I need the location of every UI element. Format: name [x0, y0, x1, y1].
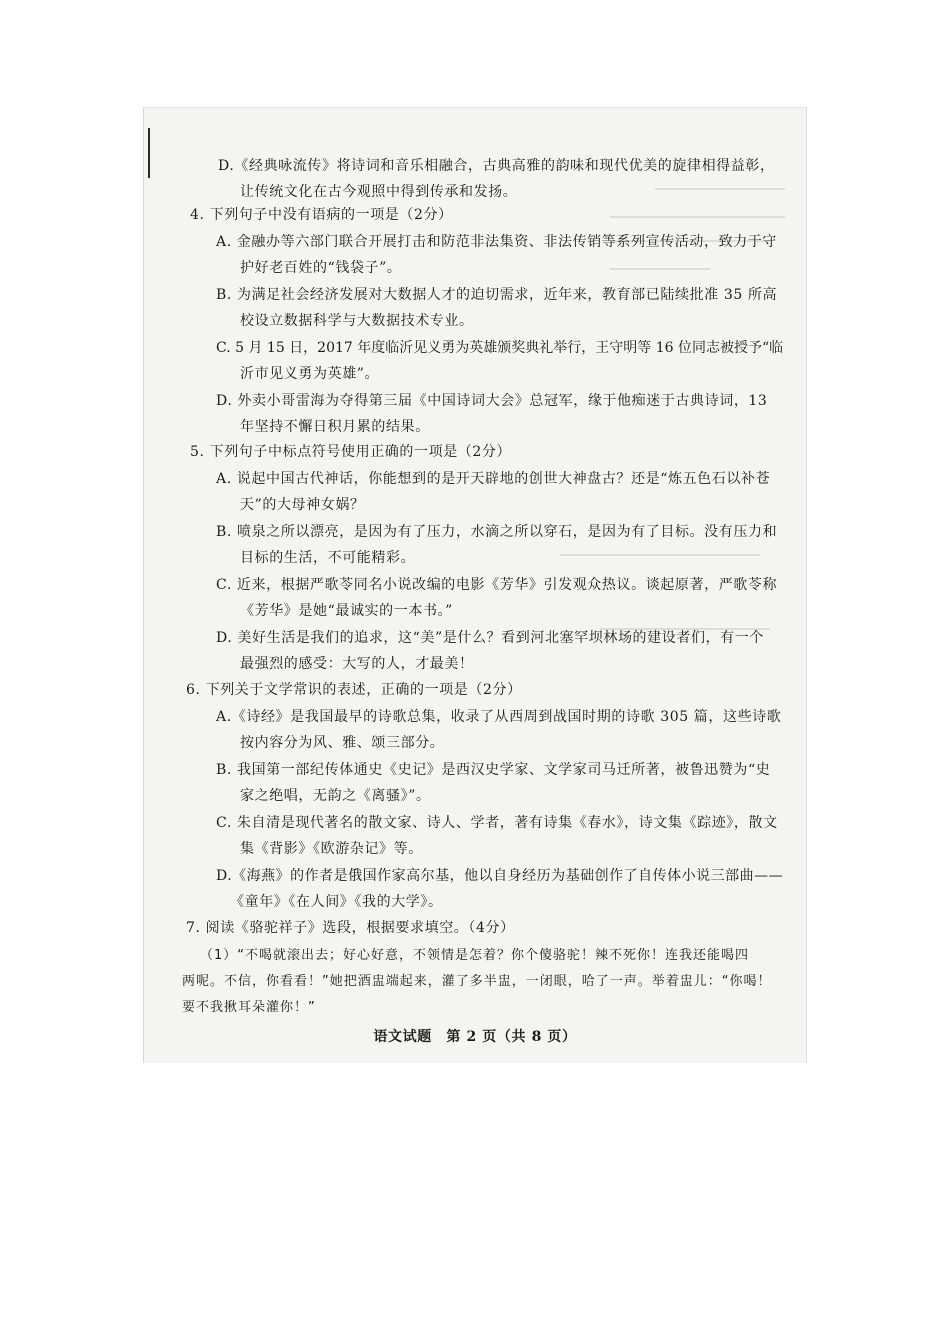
- page-footer: 语文试题 第 2 页（共 8 页）: [373, 1029, 577, 1045]
- q7-passage-line1: （1）“不喝就滚出去；好心好意，不领情是怎着？你个傻骆驼！辣不死你！连我还能喝四: [200, 948, 750, 963]
- q5-option-d-line2: 最强烈的感受：大写的人，才最美！: [240, 656, 474, 672]
- bleed-through-mark: [560, 554, 760, 556]
- q4-option-a-line2: 护好老百姓的“钱袋子”。: [240, 260, 402, 276]
- q4-option-d-line1: D. 外卖小哥雷海为夺得第三届《中国诗词大会》总冠军，缘于他痴迷于古典诗词，13: [216, 393, 768, 409]
- q6-option-a-line1: A.《诗经》是我国最早的诗歌总集，收录了从西周到战国时期的诗歌 305 篇，这些诗歌: [216, 709, 782, 725]
- q5-option-a-line2: 天”的大母神女娲？: [240, 497, 365, 513]
- q4-option-c-line1: C. 5 月 15 日，2017 年度临沂见义勇为英雄颁奖典礼举行，王守明等 16 位同志被授予“临: [216, 340, 784, 356]
- q6-option-d-line1: D.《海燕》的作者是俄国作家高尔基，他以自身经历为基础创作了自传体小说三部曲——: [216, 868, 784, 884]
- q6-option-a-line2: 按内容分为风、雅、颂三部分。: [240, 735, 445, 751]
- question-7-stem: 7. 阅读《骆驼祥子》选段，根据要求填空。（4分）: [186, 920, 515, 936]
- question-5-stem: 5. 下列句子中标点符号使用正确的一项是（2分）: [190, 444, 512, 460]
- q7-passage-line3: 要不我揪耳朵灌你！”: [182, 1000, 316, 1015]
- bleed-through-mark: [610, 268, 710, 270]
- q5-option-b-line1: B. 喷泉之所以漂亮，是因为有了压力，水滴之所以穿石，是因为有了目标。没有压力和: [216, 524, 778, 540]
- q6-option-b-line1: B. 我国第一部纪传体通史《史记》是西汉史学家、文学家司马迁所著，被鲁迅赞为“史: [216, 762, 771, 778]
- q3-option-d-line1: D.《经典咏流传》将诗词和音乐相融合，古典高雅的韵味和现代优美的旋律相得益彰，: [218, 158, 775, 174]
- q6-option-c-line2: 集《背影》《欧游杂记》等。: [240, 841, 423, 857]
- q6-option-b-line2: 家之绝唱，无韵之《离骚》”。: [240, 788, 431, 804]
- question-4-stem: 4. 下列句子中没有语病的一项是（2分）: [190, 207, 453, 223]
- q5-option-d-line1: D. 美好生活是我们的追求，这“美”是什么？看到河北塞罕坝林场的建设者们，有一个: [216, 630, 764, 646]
- q4-option-d-line2: 年坚持不懈日积月累的结果。: [240, 419, 430, 435]
- q4-option-c-line2: 沂市见义勇为英雄”。: [240, 366, 380, 382]
- q6-option-d-line2: 《童年》《在人间》《我的大学》。: [230, 894, 443, 910]
- q5-option-c-line2: 《芳华》是她“最诚实的一本书。”: [240, 603, 453, 619]
- q5-option-a-line1: A. 说起中国古代神话，你能想到的是开天辟地的创世大神盘古？还是“炼五色石以补苍: [216, 471, 771, 487]
- q5-option-b-line2: 目标的生活，不可能精彩。: [240, 550, 416, 566]
- q5-option-c-line1: C. 近来，根据严歌苓同名小说改编的电影《芳华》引发观众热议。谈起原著，严歌苓称: [216, 577, 778, 593]
- page-edge-mark: [148, 128, 150, 178]
- q6-option-c-line1: C. 朱自清是现代著名的散文家、诗人、学者，著有诗集《春水》，诗文集《踪迹》，散文: [216, 815, 778, 831]
- q4-option-a-line1: A. 金融办等六部门联合开展打击和防范非法集资、非法传销等系列宣传活动，致力于守: [216, 234, 778, 250]
- q7-passage-line2: 两呢。不信，你看看！”她把酒盅端起来，灌了多半盅，一闭眼，哈了一声。举着盅儿：“你喝！: [182, 974, 772, 989]
- bleed-through-mark: [610, 216, 785, 218]
- q4-option-b-line2: 校设立数据科学与大数据技术专业。: [240, 313, 474, 329]
- question-6-stem: 6. 下列关于文学常识的表述，正确的一项是（2分）: [186, 682, 522, 698]
- q3-option-d-line2: 让传统文化在古今观照中得到传承和发扬。: [240, 184, 518, 200]
- q4-option-b-line1: B. 为满足社会经济发展对大数据人才的迫切需求，近年来，教育部已陆续批准 35 所高: [216, 287, 778, 303]
- bleed-through-mark: [655, 188, 785, 190]
